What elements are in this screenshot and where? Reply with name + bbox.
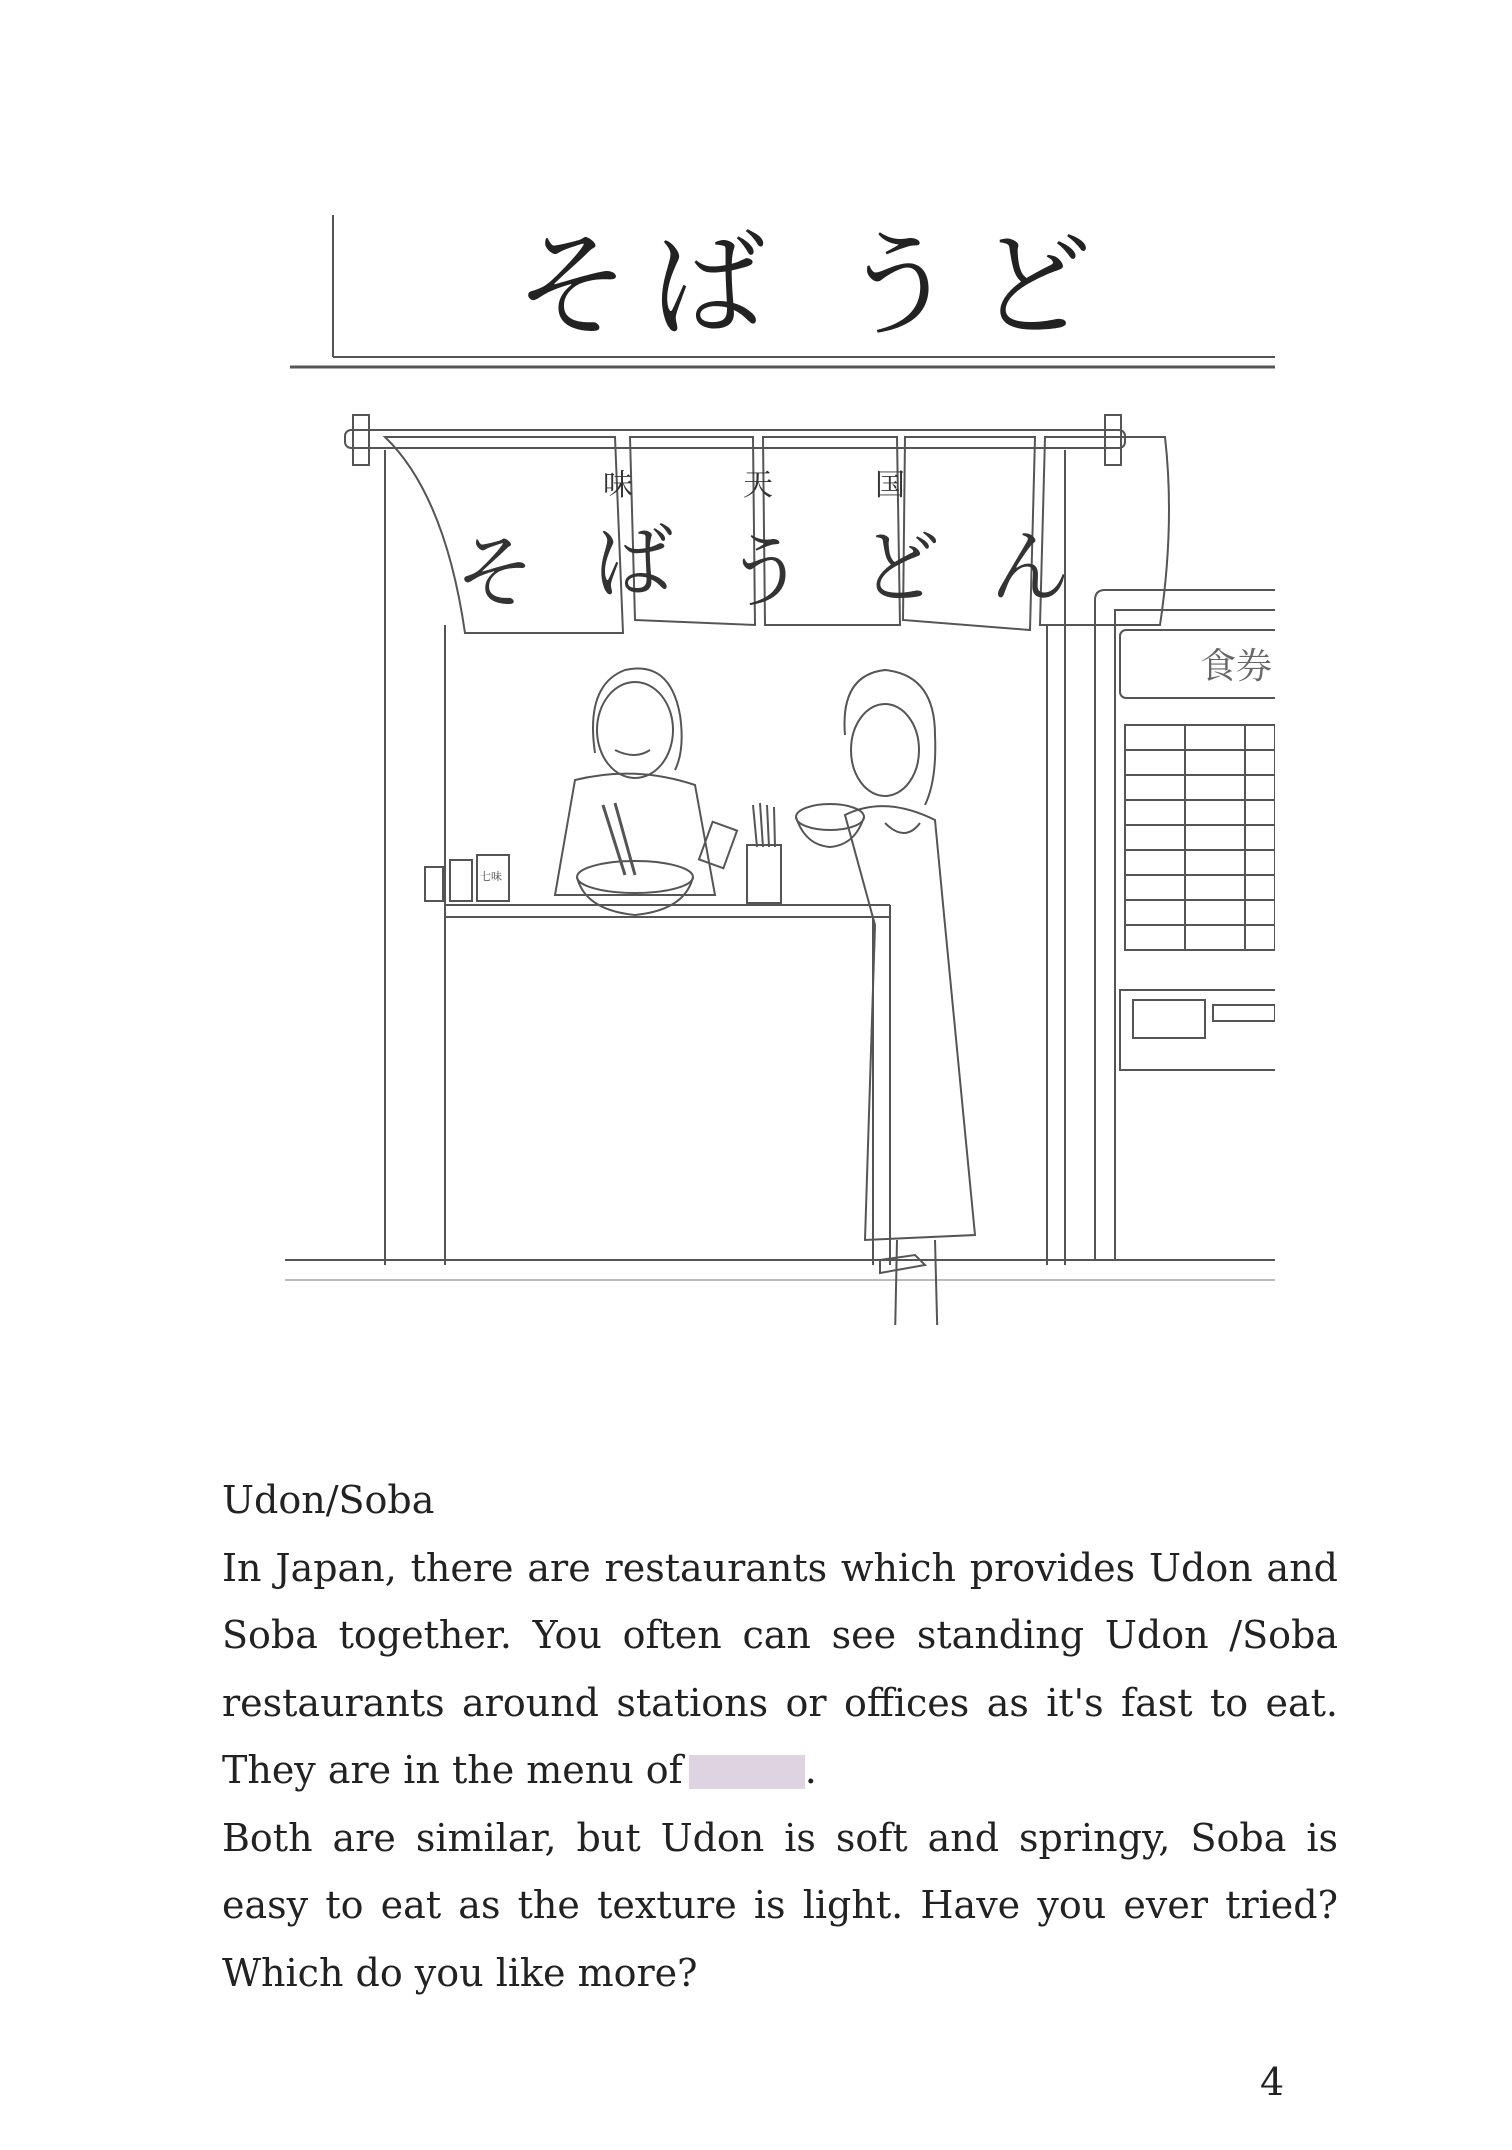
paragraph-1-end: . [804,1748,817,1792]
noren-top-char-2: 天 [743,468,773,503]
noren-char-5: ん [990,521,1070,614]
restaurant-illustration [285,205,1275,1325]
signboard-text: そば うど [515,219,1112,353]
noren-char-3: う [725,526,805,619]
article-paragraph-1 [222,1535,1338,1805]
paragraph-1-text: In Japan, there are restaurants which provides Udon and Soba together. You often can see standing Udon /Soba restaurants around stations or offices as it's fast to eat. They are in the menu of [222,1545,1338,1792]
signboard [290,215,1275,367]
article-paragraph-2: Both are similar, but Udon is soft and springy, Soba is easy to eat as the texture is light. Have you ever tried? Which do you like more? [222,1815,1338,1995]
fill-in-blank [689,1755,805,1789]
noren-char-4: ど [860,521,940,614]
condiment-label: 七味 [480,870,502,883]
noren-curtain [345,415,1169,633]
noren-char-1: そ [455,526,535,619]
article [222,1467,1338,2007]
noren-char-2: ば [593,516,673,609]
seated-customer [555,668,737,915]
ticket-machine-label: 食券 [1200,646,1273,687]
noren-top-char-1: 味 [603,468,633,503]
page-number: 4 [1260,2060,1285,2104]
counter-items [425,803,781,903]
noren-top-char-3: 国 [875,468,905,503]
ticket-machine [1095,590,1275,1260]
article-heading: Udon/Soba [222,1478,435,1522]
standing-customer [796,670,975,1325]
